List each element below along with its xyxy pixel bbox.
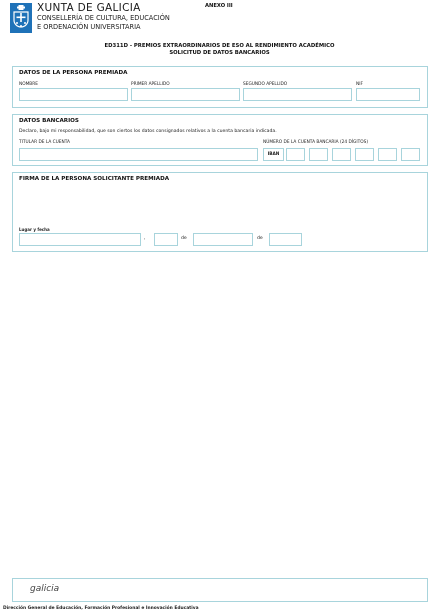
- comma-separator: ,: [144, 236, 146, 241]
- footer-department-text: Dirección General de Educación, Formación Profesional e Innovación Educativa: [3, 606, 199, 611]
- xunta-coat-of-arms-icon: [10, 3, 32, 33]
- year-field[interactable]: [269, 233, 302, 246]
- footer-box: [12, 578, 428, 602]
- first-surname-label: PRIMER APELLIDO: [131, 82, 170, 87]
- signature-section: [12, 172, 428, 252]
- department-line-1: CONSELLERÍA DE CULTURA, EDUCACIÓN: [37, 14, 170, 22]
- bank-data-section: [12, 114, 428, 166]
- place-date-label: Lugar y fecha: [19, 227, 50, 232]
- first-surname-field[interactable]: [131, 88, 240, 101]
- second-surname-label: SEGUNDO APELLIDO: [243, 82, 288, 87]
- iban-prefix-box: [263, 148, 284, 161]
- iban-label: IBAN: [267, 152, 280, 157]
- galicia-logo: galicia: [30, 584, 60, 594]
- bank-section-title: DATOS BANCARIOS: [19, 118, 79, 124]
- org-name: XUNTA DE GALICIA: [37, 2, 141, 14]
- iban-block-field[interactable]: [286, 148, 305, 161]
- first-name-field[interactable]: [19, 88, 128, 101]
- month-field[interactable]: [193, 233, 253, 246]
- account-holder-label: TITULAR DE LA CUENTA: [19, 140, 70, 145]
- account-block-5-field[interactable]: [401, 148, 420, 161]
- account-block-3-field[interactable]: [355, 148, 374, 161]
- recipient-data-section: [12, 66, 428, 108]
- nif-label: NIF: [356, 82, 363, 87]
- account-block-4-field[interactable]: [378, 148, 397, 161]
- signature-section-title: FIRMA DE LA PERSONA SOLICITANTE PREMIADA: [19, 176, 170, 182]
- de-separator-2: de: [257, 236, 263, 241]
- annex-label: ANEXO III: [205, 3, 233, 9]
- document-title: ED311D - PREMIOS EXTRAORDINARIOS DE ESO AL RENDIMIENTO ACADÉMICO: [104, 43, 335, 49]
- account-number-label: NÚMERO DE LA CUENTA BANCARIA (24 DÍGITOS): [263, 140, 369, 145]
- first-name-label: NOMBRE: [19, 82, 38, 87]
- bank-declaration-text: Declaro, bajo mi responsabilidad, que son ciertos los datos consignados relativos a la cuenta bancaria indicada.: [19, 129, 277, 134]
- account-block-2-field[interactable]: [332, 148, 351, 161]
- document-subtitle: SOLICITUD DE DATOS BANCARIOS: [169, 50, 270, 56]
- department-line-2: E ORDENACIÓN UNIVERSITARIA: [37, 23, 141, 31]
- de-separator-1: de: [181, 236, 187, 241]
- nif-field[interactable]: [356, 88, 420, 101]
- account-holder-field[interactable]: [19, 148, 258, 161]
- recipient-section-title: DATOS DE LA PERSONA PREMIADA: [19, 70, 128, 76]
- account-block-1-field[interactable]: [309, 148, 328, 161]
- place-field[interactable]: [19, 233, 141, 246]
- day-field[interactable]: [154, 233, 178, 246]
- second-surname-field[interactable]: [243, 88, 352, 101]
